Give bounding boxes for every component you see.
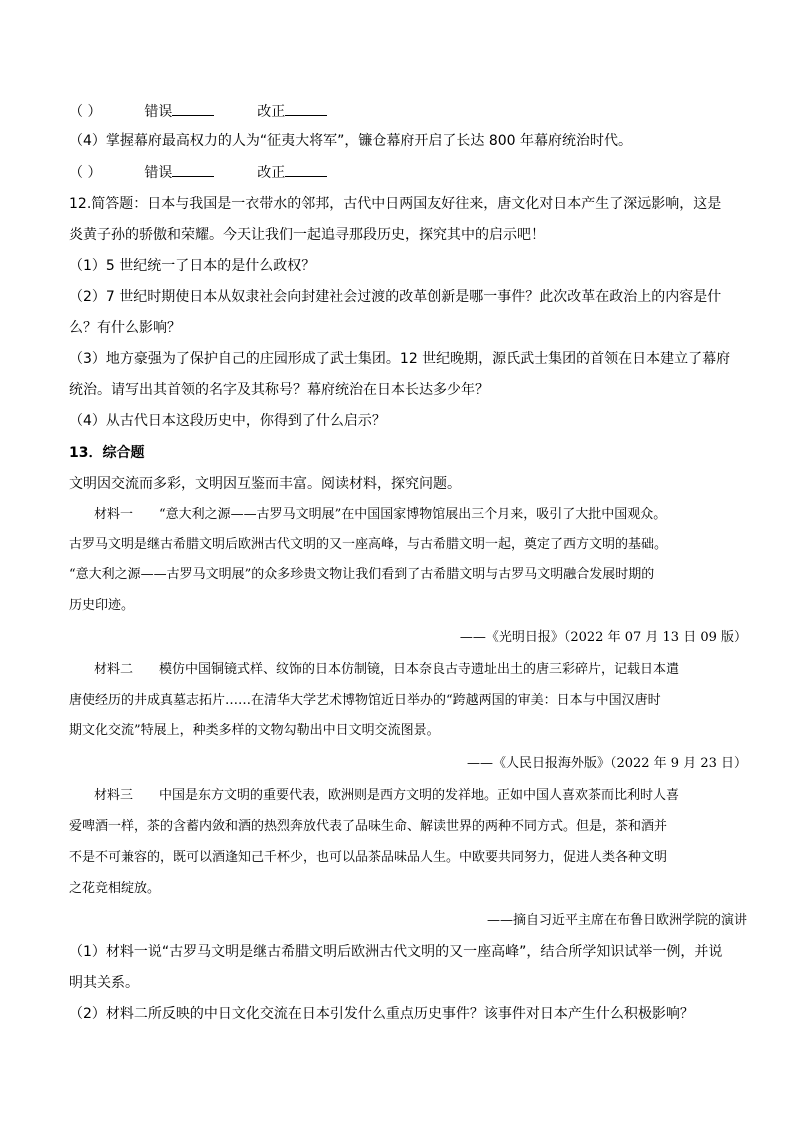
correction-label: 改正 [257,165,286,181]
material-2-source: ——《人民日报海外版》（2022 年 9 月 23 日） [466,756,747,771]
judgement-item-4: （4）掌握幕府最高权力的人为“征夷大将军”，镰仓幕府开启了长达 800 年幕府统治时代。 [69,133,633,149]
error-blank[interactable] [172,101,214,116]
answer-paren[interactable]: （ ） [69,104,102,120]
correction-blank[interactable] [285,101,327,116]
material-3-line: 爱啤酒一样，茶的含蓄内敛和酒的热烈奔放代表了品味生命、解读世界的两种不同方式。但是，茶和酒并 [69,819,668,834]
material-2-line: 期文化交流”特展上，种类多样的文物勾勒出中日文明交流图景。 [69,723,440,738]
q12-sub-3-line-2: 统治。请写出其首领的名字及其称号？幕府统治在日本长达多少年？ [69,382,489,398]
material-1-source: ——《光明日报》（2022 年 07 月 13 日 09 版） [459,630,747,645]
q13-intro: 文明因交流而多彩，文明因互鉴而丰富。阅读材料，探究问题。 [69,476,461,492]
material-1-line: “意大利之源——古罗马文明展”的众多珍贵文物让我们看到了古希腊文明与古罗马文明融合发展时期的 [69,567,655,582]
material-2-line: 材料二 模仿中国铜镜式样、纹饰的日本仿制镜，日本奈良古寺遗址出土的唐三彩碎片，记载日本遣 [94,662,680,677]
q12-stem-line-1: 12.简答题：日本与我国是一衣带水的邻邦，古代中日两国友好往来，唐文化对日本产生了深远影响，这是 [69,196,722,212]
material-3-line: 不是不可兼容的，既可以酒逢知己千杯少，也可以品茶品味品人生。中欧要共同努力，促进人类各种文明 [69,850,668,865]
correction-label: 改正 [257,104,286,120]
material-3-line: 之花竞相绽放。 [69,881,161,896]
error-label: 错误 [144,104,173,120]
q13-sub-1-line-2: 明其关系。 [69,975,139,991]
q12-sub-2-line-1: （2）7 世纪时期使日本从奴隶社会向封建社会过渡的改革创新是哪一事件？此次改革在政治上的内容是什 [69,289,722,305]
correction-blank[interactable] [285,162,327,177]
error-label: 错误 [144,165,173,181]
material-3-source: ——摘自习近平主席在布鲁日欧洲学院的演讲 [486,913,747,928]
q13-sub-1-line-1: （1）材料一说“古罗马文明是继古希腊文明后欧洲古代文明的又一座高峰”，结合所学知识试举一例，并说 [69,944,723,960]
q12-sub-4: （4）从古代日本这段历史中，你得到了什么启示？ [69,413,386,429]
material-1-line: 古罗马文明是继古希腊文明后欧洲古代文明的又一座高峰，与古希腊文明一起，奠定了西方文明的基础。 [69,537,668,552]
q12-sub-3-line-1: （3）地方豪强为了保护自己的庄园形成了武士集团。12 世纪晚期，源氏武士集团的首领在日本建立了幕府 [69,351,731,367]
answer-paren[interactable]: （ ） [69,165,102,181]
material-1-line: 材料一 “意大利之源——古罗马文明展”在中国国家博物馆展出三个月来，吸引了大批中国观众。 [94,507,667,522]
q12-sub-1: （1）5 世纪统一了日本的是什么政权？ [69,258,316,274]
judgement-row-4 [69,162,327,183]
material-2-line: 唐使经历的井成真墓志拓片……在清华大学艺术博物馆近日举办的“跨越两国的审美：日本与中国汉唐时 [69,693,661,708]
material-3-line: 材料三 中国是东方文明的重要代表，欧洲则是西方文明的发祥地。正如中国人喜欢茶而比利时人喜 [94,788,680,803]
q12-sub-2-line-2: 么？有什么影响？ [69,320,181,336]
error-blank[interactable] [172,162,214,177]
q13-sub-2: （2）材料二所反映的中日文化交流在日本引发什么重点历史事件？该事件对日本产生什么积极影响？ [69,1006,694,1022]
q13-heading: 13．综合题 [69,445,145,461]
judgement-row-3 [69,101,327,122]
q12-stem-line-2: 炎黄子孙的骄傲和荣耀。今天让我们一起追寻那段历史，探究其中的启示吧！ [69,227,545,243]
material-1-line: 历史印迹。 [69,598,135,613]
